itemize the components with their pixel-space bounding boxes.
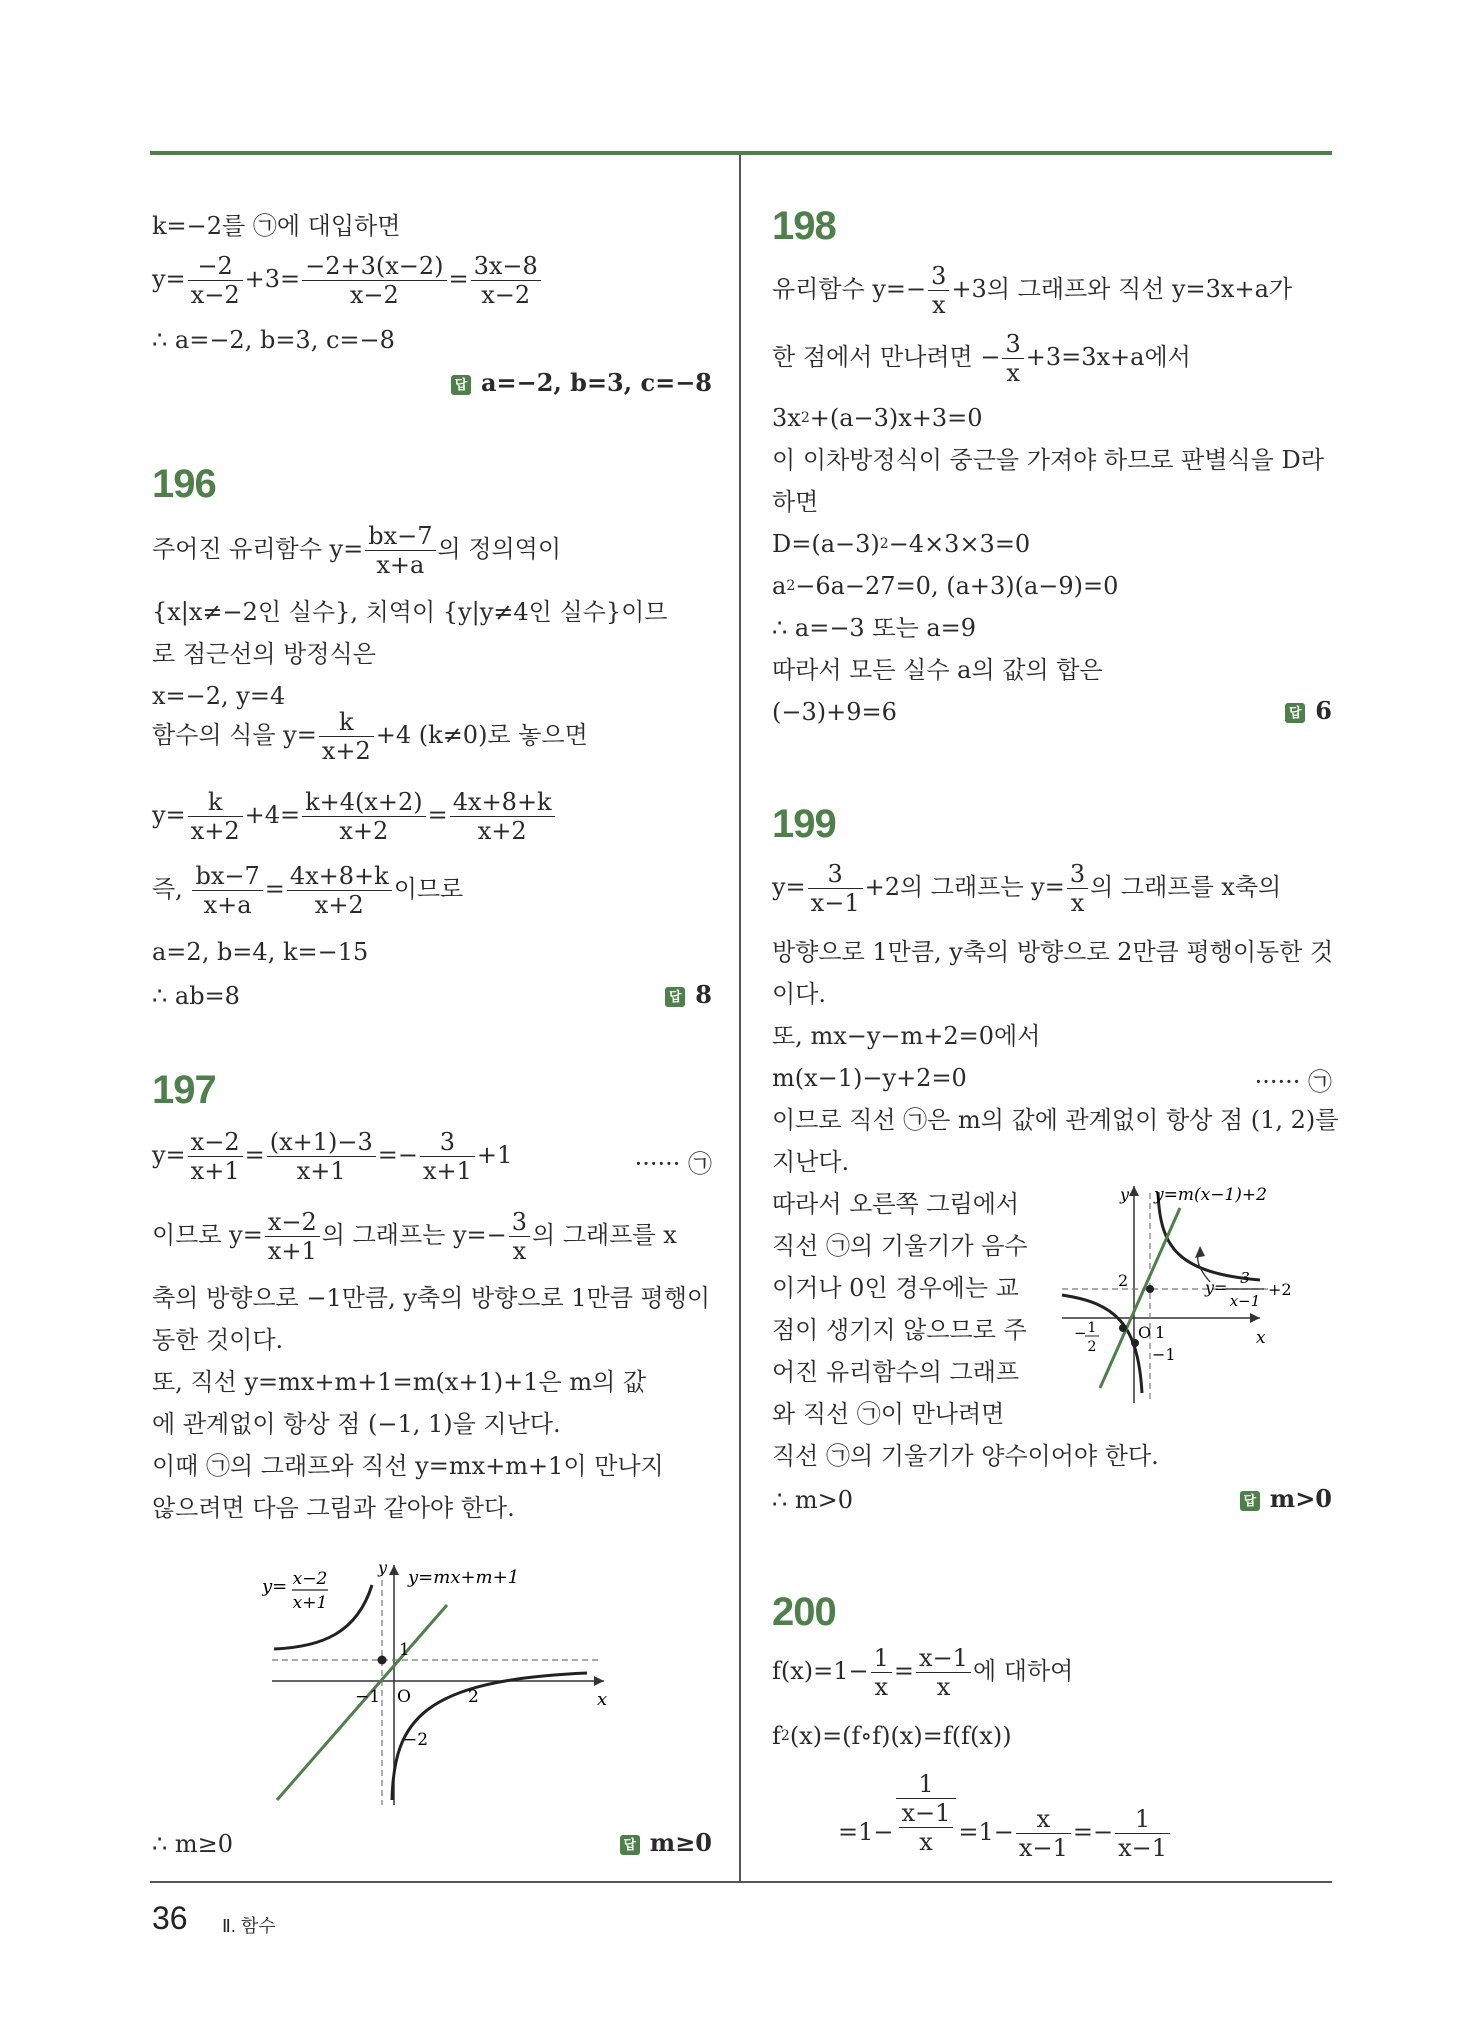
curve-label-den: x+1 (292, 1593, 328, 1613)
answer-mark-icon: 답 (1240, 1491, 1260, 1511)
equation-line: 함수의 식을 y= $\frac{k}{x+2}$ +4 (k≠0)로 놓으면 (152, 708, 588, 765)
equation-line: $a^2-6a-27=0$, (a+3)(a−9)=0 (772, 572, 1119, 600)
graph-199-svg (1060, 1178, 1332, 1408)
rotation-arrow-head-icon (1195, 1246, 1205, 1258)
text-line: 동한 것이다. (152, 1326, 284, 1354)
tick-label: 1 (1155, 1323, 1166, 1342)
text-line: {x|x≠−2인 실수}, 치역이 {y|y≠4인 실수}이므 (152, 598, 668, 626)
text-line: 하면 (772, 488, 819, 516)
text-line: 지난다. (772, 1148, 850, 1176)
text-line: 않으려면 다음 그림과 같아야 한다. (152, 1494, 515, 1522)
equation-line: 이므로 y= $\frac{x-2}{x+1}$ 의 그래프는 y=− $\frac{3}{x}$ 의 그래프를 x (152, 1208, 677, 1265)
equation-tag: ······ ㉠ (1254, 1068, 1332, 1096)
text-line: 따라서 오른쪽 그림에서 (772, 1190, 1020, 1218)
equation-line: 유리함수 y=− $\frac{3}{x}$ +3의 그래프와 직선 y=3x+a가 (772, 262, 1293, 319)
text-line: 또, 직선 y=mx+m+1=m(x+1)+1은 m의 값 (152, 1368, 647, 1396)
graph-199 (1060, 1178, 1332, 1408)
text-line: 이다. (772, 980, 826, 1008)
bottom-rule (150, 1881, 1332, 1883)
equation-line: y= $\frac{x-2}{x+1}$ = $\frac{(x+1)-3}{x+1}$ =− $\frac{3}{x+1}$ +1 (152, 1128, 513, 1185)
equation-line: 주어진 유리함수 y= $\frac{bx-7}{x+a}$ 의 정의역이 (152, 522, 562, 579)
text-line: 이거나 0인 경우에는 교 (772, 1274, 1019, 1302)
tick-label: −1 (1152, 1345, 1176, 1364)
tick-label: − (1074, 1324, 1087, 1342)
curve-label-shift: +2 (1268, 1280, 1292, 1299)
answer-198: 답 6 (1285, 696, 1332, 725)
line-label: y=m(x−1)+2 (1154, 1185, 1267, 1205)
fixed-point (378, 1656, 387, 1665)
equation-tag: ······ ㉠ (634, 1150, 712, 1178)
answer-mark-icon: 답 (665, 987, 685, 1007)
page-number: 36 (152, 1900, 188, 1936)
problem-title-197: 197 (152, 1068, 216, 1112)
text-line: ∴ m>0 (772, 1486, 854, 1514)
y-axis-label: y (378, 1558, 388, 1577)
tick-label: 2 (1118, 1271, 1129, 1290)
top-rule (150, 151, 1332, 155)
answer-mark-icon: 답 (620, 1835, 640, 1855)
text-line: (−3)+9=6 (772, 698, 897, 726)
x-axis-label: x (597, 1689, 608, 1710)
equation-line: 한 점에서 만나려면 − $\frac{3}{x}$ +3=3x+a에서 (772, 330, 1191, 387)
text-line: 어진 유리함수의 그래프 (772, 1358, 1020, 1386)
y-axis-arrow-icon (389, 1565, 399, 1575)
tick-label: −1 (355, 1687, 381, 1707)
text-line: 로 점근선의 방정식은 (152, 640, 376, 668)
text-line: 직선 ㉠의 기울기가 음수 (772, 1232, 1028, 1260)
line-label: y=mx+m+1 (408, 1567, 520, 1588)
problem-title-199: 199 (772, 802, 836, 846)
graph-197 (262, 1555, 642, 1815)
x-axis-arrow-icon (594, 1676, 604, 1686)
equation-line: $f^2(x)=(f\circ f)(x)=f(f(x))$ (772, 1722, 1012, 1750)
equation-line: $3x^2+(a-3)x+3=0$ (772, 404, 983, 432)
text-line: m(x−1)−y+2=0 (772, 1064, 967, 1092)
text-line: ∴ m≥0 (152, 1830, 234, 1858)
fixed-point (1146, 1285, 1154, 1293)
tick-label: 1 (399, 1640, 410, 1660)
curve-label: y= (262, 1576, 288, 1597)
text-line: ∴ a=−2, b=3, c=−8 (152, 326, 395, 354)
intersection-point (1119, 1324, 1127, 1332)
text-line: ∴ ab=8 (152, 982, 240, 1010)
answer-mark-icon: 답 (451, 375, 471, 395)
origin-label: O (397, 1687, 411, 1707)
equation-line: =1− 1 x−1 x =1− $\frac{x}{x-1}$ =− $\frac{1}{x-1}$ (838, 1770, 1172, 1862)
origin-label: O (1138, 1323, 1152, 1342)
graph-197-svg (262, 1555, 642, 1815)
equation-line: y= $\frac{-2}{x-2}$ +3= $\frac{-2+3(x-2)}{x-2}$ = $\frac{3x-8}{x-2}$ (152, 252, 543, 309)
chapter-label: Ⅱ. 함수 (222, 1916, 276, 1936)
hyperbola-right-branch (1158, 1192, 1260, 1280)
answer-196: 답 8 (665, 980, 712, 1009)
answer-199: 답 m>0 (1240, 1484, 1332, 1513)
text-line: a=2, b=4, k=−15 (152, 938, 369, 966)
curve-label-num: 3 (1240, 1269, 1250, 1287)
equation-line: $D=(a-3)^2-4\times 3\times 3=0$ (772, 530, 1031, 558)
equation-line: f(x)=1− $\frac{1}{x}$ = $\frac{x-1}{x}$ 에 대하여 (772, 1644, 1074, 1701)
curve-label-den: x−1 (1229, 1292, 1261, 1310)
equation-line: 즉, $\frac{bx-7}{x+a}$ = $\frac{4x+8+k}{x+2}$ 이므로 (152, 862, 464, 919)
curve-label: y= (1205, 1278, 1228, 1297)
text-line: 직선 ㉠의 기울기가 양수이어야 한다. (772, 1442, 1159, 1470)
text-line: 따라서 모든 실수 a의 값의 합은 (772, 656, 1103, 684)
answer-mark-icon: 답 (1285, 703, 1305, 723)
text-line: 또, mx−y−m+2=0에서 (772, 1022, 1041, 1050)
problem-title-200: 200 (772, 1590, 836, 1634)
text-line: 이 이차방정식이 중근을 가져야 하므로 판별식을 D라 (772, 446, 1324, 474)
text-line: x=−2, y=4 (152, 682, 286, 710)
text-line: k=−2를 ㉠에 대입하면 (152, 212, 401, 240)
equation-line: y= $\frac{k}{x+2}$ +4= $\frac{k+4(x+2)}{x+2}$ = $\frac{4x+8+k}{x+2}$ (152, 788, 557, 845)
column-divider (739, 155, 741, 1881)
answer-197: 답 m≥0 (620, 1828, 712, 1857)
y-axis-arrow-icon (1129, 1186, 1139, 1196)
x-axis-arrow-icon (1250, 1313, 1260, 1323)
tick-label-num: 1 (1087, 1320, 1097, 1336)
y-axis-label: y (1120, 1185, 1130, 1204)
text-line: ∴ a=−3 또는 a=9 (772, 614, 977, 642)
tick-label-den: 2 (1087, 1339, 1097, 1355)
problem-title-196: 196 (152, 462, 216, 506)
equation-line: y= $\frac{3}{x-1}$ +2의 그래프는 y= $\frac{3}{x}$ 의 그래프를 x축의 (772, 860, 1282, 917)
tick-label: −2 (403, 1730, 429, 1750)
text-line: 방향으로 1만큼, y축의 방향으로 2만큼 평행이동한 것 (772, 938, 1334, 966)
text-line: 축의 방향으로 −1만큼, y축의 방향으로 1만큼 평행이 (152, 1284, 711, 1312)
text-line: 이때 ㉠의 그래프와 직선 y=mx+m+1이 만나지 (152, 1452, 664, 1480)
text-line: 이므로 직선 ㉠은 m의 값에 관계없이 항상 점 (1, 2)를 (772, 1106, 1339, 1134)
text-line: 와 직선 ㉠이 만나려면 (772, 1400, 1005, 1428)
hyperbola-left-branch (1062, 1295, 1142, 1393)
curve-label-num: x−2 (292, 1569, 328, 1589)
problem-title-198: 198 (772, 204, 836, 248)
x-axis-label: x (1256, 1328, 1266, 1348)
text-line: 점이 생기지 않으므로 주 (772, 1316, 1027, 1344)
answer-195: 답 a=−2, b=3, c=−8 (451, 368, 712, 397)
text-line: 에 관계없이 항상 점 (−1, 1)을 지난다. (152, 1410, 561, 1438)
tick-label: 2 (468, 1687, 479, 1707)
